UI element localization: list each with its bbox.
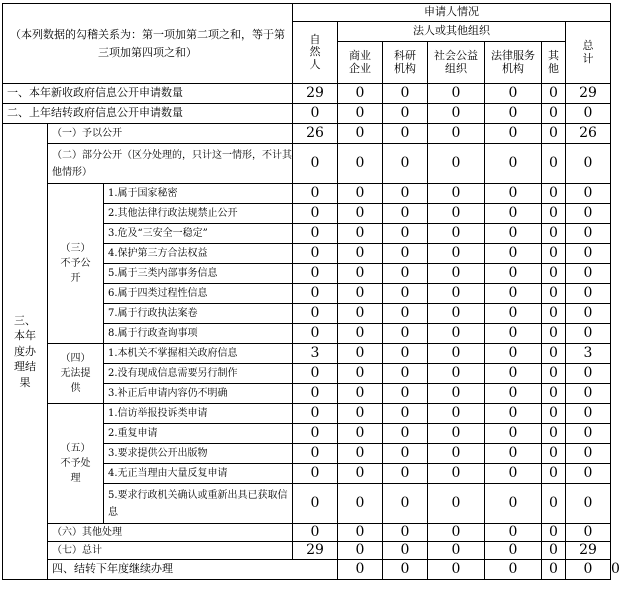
cell: 0	[542, 344, 566, 364]
cell: 29	[566, 84, 611, 104]
cell: 0	[428, 542, 485, 560]
cell: 0	[428, 424, 485, 444]
row-label: 1.本机关不掌握相关政府信息	[104, 344, 293, 364]
cell: 0	[542, 384, 566, 404]
cell: 3	[566, 344, 611, 364]
header-note: （本列数据的勾稽关系为：第一项加第二项之和，等于第三项加第四项之和）	[3, 4, 293, 84]
row-label: （一）予以公开	[48, 124, 293, 144]
cell: 0	[485, 324, 542, 344]
cell: 0	[338, 184, 383, 204]
cell: 0	[485, 444, 542, 464]
cell: 0	[485, 304, 542, 324]
row-label: （二）部分公开（区分处理的，只计这一情形，不计其他情形）	[48, 144, 293, 184]
cell: 0	[338, 224, 383, 244]
cell: 0	[566, 144, 611, 184]
cell: 0	[428, 384, 485, 404]
row-carryover-requests	[3, 104, 611, 124]
cell: 29	[566, 542, 611, 560]
row-label: 5.属于三类内部事务信息	[104, 264, 293, 284]
cell: 0	[542, 104, 566, 124]
cell: 0	[428, 124, 485, 144]
cell: 0	[485, 144, 542, 184]
cell: 0	[542, 484, 566, 524]
cell: 0	[566, 384, 611, 404]
cell: 0	[542, 444, 566, 464]
cell: 0	[566, 304, 611, 324]
cell: 0	[293, 264, 338, 284]
cell: 0	[428, 324, 485, 344]
cell: 0	[383, 444, 428, 464]
row-label: （六）其他处理	[48, 524, 293, 542]
cell: 0	[338, 84, 383, 104]
cell: 0	[566, 404, 611, 424]
cell: 0	[566, 484, 611, 524]
header-research: 科研机构	[383, 42, 428, 84]
cell: 0	[293, 224, 338, 244]
header-social: 社会公益组织	[428, 42, 485, 84]
cell: 0	[383, 524, 428, 542]
row-label: 3.危及“三安全一稳定”	[104, 224, 293, 244]
cell: 0	[485, 464, 542, 484]
cell: 0	[383, 364, 428, 384]
row-unavailable	[3, 344, 611, 364]
cell: 0	[428, 224, 485, 244]
row-label: 5.要求行政机关确认或重新出具已获取信息	[104, 484, 293, 524]
cell: 0	[566, 524, 611, 542]
cell: 0	[293, 364, 338, 384]
cell: 0	[293, 184, 338, 204]
row-label: 8.属于行政查询事项	[104, 324, 293, 344]
cell: 0	[338, 204, 383, 224]
cell: 0	[428, 364, 485, 384]
cell: 0	[485, 424, 542, 444]
cell: 0	[338, 264, 383, 284]
cell: 0	[542, 304, 566, 324]
cell: 0	[383, 204, 428, 224]
cell: 0	[485, 244, 542, 264]
cell: 0	[338, 404, 383, 424]
cell: 0	[542, 424, 566, 444]
cell: 0	[383, 124, 428, 144]
cell: 0	[485, 560, 542, 580]
cell: 0	[383, 244, 428, 264]
row-disclosed	[3, 124, 611, 144]
row-label: 7.属于行政执法案卷	[104, 304, 293, 324]
header-legal-group: 法人或其他组织	[338, 22, 566, 42]
cell: 0	[428, 484, 485, 524]
row-carry-forward: 四、结转下年度继续办理 0 0 0 0 0 0 0	[3, 560, 611, 580]
section-results-label: 三、本年度办理结果	[3, 124, 48, 580]
cell: 0	[485, 404, 542, 424]
header-applicant: 申请人情况	[293, 4, 611, 22]
cell: 0	[383, 424, 428, 444]
cell: 0	[383, 404, 428, 424]
cell: 0	[542, 524, 566, 542]
cell: 0	[383, 384, 428, 404]
cell: 0	[293, 384, 338, 404]
cell: 0	[293, 244, 338, 264]
cell: 0	[338, 244, 383, 264]
cell: 0	[428, 524, 485, 542]
cell: 0	[338, 344, 383, 364]
cell: 0	[428, 344, 485, 364]
cell: 0	[293, 284, 338, 304]
cell: 0	[485, 124, 542, 144]
cell: 0	[338, 560, 383, 580]
cell: 0	[485, 384, 542, 404]
row-partial	[3, 144, 611, 184]
row-label: 一、本年新收政府信息公开申请数量	[3, 84, 293, 104]
cell: 0	[542, 264, 566, 284]
cell: 0	[542, 284, 566, 304]
cell: 0	[428, 444, 485, 464]
cell: 0	[428, 104, 485, 124]
group-withheld-label: （三）不予公开	[48, 184, 104, 344]
cell: 0	[485, 224, 542, 244]
cell: 0	[542, 464, 566, 484]
cell: 0	[542, 560, 566, 580]
cell: 0	[485, 484, 542, 524]
row-other-handling	[3, 524, 611, 542]
cell: 0	[338, 284, 383, 304]
cell: 0	[542, 244, 566, 264]
cell: 0	[383, 104, 428, 124]
cell: 0	[485, 542, 542, 560]
header-natural-person: 自然人	[293, 22, 338, 84]
cell: 0	[293, 104, 338, 124]
header-total: 总计	[566, 22, 611, 84]
cell: 0	[293, 464, 338, 484]
row-total	[3, 542, 611, 560]
cell: 0	[338, 424, 383, 444]
group-not-processed-label: （五）不予处理	[48, 404, 104, 524]
cell: 0	[566, 364, 611, 384]
cell: 0	[293, 304, 338, 324]
cell: 0	[293, 404, 338, 424]
cell: 0	[566, 104, 611, 124]
cell: 0	[383, 464, 428, 484]
cell: 0	[383, 344, 428, 364]
cell: 0	[566, 264, 611, 284]
cell: 0	[566, 424, 611, 444]
cell: 0	[338, 364, 383, 384]
cell: 0	[542, 224, 566, 244]
cell: 0	[542, 124, 566, 144]
cell: 0	[485, 84, 542, 104]
cell: 0	[293, 484, 338, 524]
cell: 0	[338, 144, 383, 184]
cell: 0	[338, 384, 383, 404]
cell: 0	[428, 560, 485, 580]
cell: 0	[428, 404, 485, 424]
cell: 26	[293, 124, 338, 144]
row-label: 二、上年结转政府信息公开申请数量	[3, 104, 293, 124]
row-withheld	[3, 184, 611, 204]
cell: 0	[428, 304, 485, 324]
header-legal-service: 法律服务机构	[485, 42, 542, 84]
cell: 0	[338, 324, 383, 344]
cell: 0	[383, 484, 428, 524]
row-label: 3.补正后申请内容仍不明确	[104, 384, 293, 404]
row-label: 1.信访举报投诉类申请	[104, 404, 293, 424]
cell: 0	[542, 204, 566, 224]
cell: 0	[428, 84, 485, 104]
cell: 0	[566, 184, 611, 204]
cell: 0	[566, 244, 611, 264]
cell: 0	[428, 204, 485, 224]
row-label: 1.属于国家秘密	[104, 184, 293, 204]
cell: 3	[293, 344, 338, 364]
row-label: 2.没有现成信息需要另行制作	[104, 364, 293, 384]
cell: 0	[566, 560, 611, 580]
cell: 0	[293, 444, 338, 464]
row-label: 2.其他法律行政法规禁止公开	[104, 204, 293, 224]
cell: 0	[542, 404, 566, 424]
cell: 0	[428, 264, 485, 284]
cell: 0	[542, 184, 566, 204]
cell: 0	[293, 524, 338, 542]
cell: 0	[338, 484, 383, 524]
cell: 0	[542, 542, 566, 560]
cell: 0	[428, 144, 485, 184]
cell: 0	[542, 324, 566, 344]
cell: 0	[428, 184, 485, 204]
row-label: 4.保护第三方合法权益	[104, 244, 293, 264]
cell: 0	[383, 324, 428, 344]
cell: 0	[566, 324, 611, 344]
row-not-processed	[3, 404, 611, 424]
cell: 0	[383, 284, 428, 304]
cell: 0	[485, 264, 542, 284]
cell: 0	[338, 104, 383, 124]
cell: 0	[542, 364, 566, 384]
group-unavailable-label: （四）无法提供	[48, 344, 104, 404]
cell: 0	[566, 224, 611, 244]
cell: 0	[428, 244, 485, 264]
cell: 0	[485, 204, 542, 224]
cell: 0	[293, 424, 338, 444]
cell: 0	[338, 444, 383, 464]
cell: 0	[383, 184, 428, 204]
cell: 0	[383, 224, 428, 244]
row-label: （七）总计	[48, 542, 293, 560]
row-label: 2.重复申请	[104, 424, 293, 444]
cell: 0	[293, 204, 338, 224]
cell: 0	[338, 304, 383, 324]
cell: 0	[485, 524, 542, 542]
cell: 0	[428, 284, 485, 304]
cell: 0	[338, 124, 383, 144]
cell: 0	[566, 204, 611, 224]
cell: 0	[338, 542, 383, 560]
cell: 26	[566, 124, 611, 144]
cell: 0	[566, 284, 611, 304]
cell: 0	[383, 144, 428, 184]
row-label: 3.要求提供公开出版物	[104, 444, 293, 464]
cell: 0	[383, 304, 428, 324]
cell: 0	[485, 364, 542, 384]
cell: 0	[383, 84, 428, 104]
cell: 0	[542, 144, 566, 184]
cell: 0	[383, 264, 428, 284]
cell: 0	[293, 144, 338, 184]
row-label: 6.属于四类过程性信息	[104, 284, 293, 304]
header-other: 其他	[542, 42, 566, 84]
cell: 29	[293, 84, 338, 104]
cell: 0	[485, 184, 542, 204]
cell: 0	[338, 524, 383, 542]
cell: 0	[485, 104, 542, 124]
cell: 0	[566, 464, 611, 484]
row-new-requests	[3, 84, 611, 104]
cell: 29	[293, 542, 338, 560]
cell: 0	[542, 84, 566, 104]
row-label: 4.无正当理由大量反复申请	[104, 464, 293, 484]
cell: 0	[485, 344, 542, 364]
row-label: 四、结转下年度继续办理	[48, 560, 338, 580]
cell: 0	[383, 560, 428, 580]
cell: 0	[293, 324, 338, 344]
cell: 0	[338, 464, 383, 484]
cell: 0	[485, 284, 542, 304]
disclosure-table	[2, 3, 620, 580]
cell: 0	[383, 542, 428, 560]
cell: 0	[428, 464, 485, 484]
cell: 0	[566, 444, 611, 464]
header-commercial: 商业企业	[338, 42, 383, 84]
